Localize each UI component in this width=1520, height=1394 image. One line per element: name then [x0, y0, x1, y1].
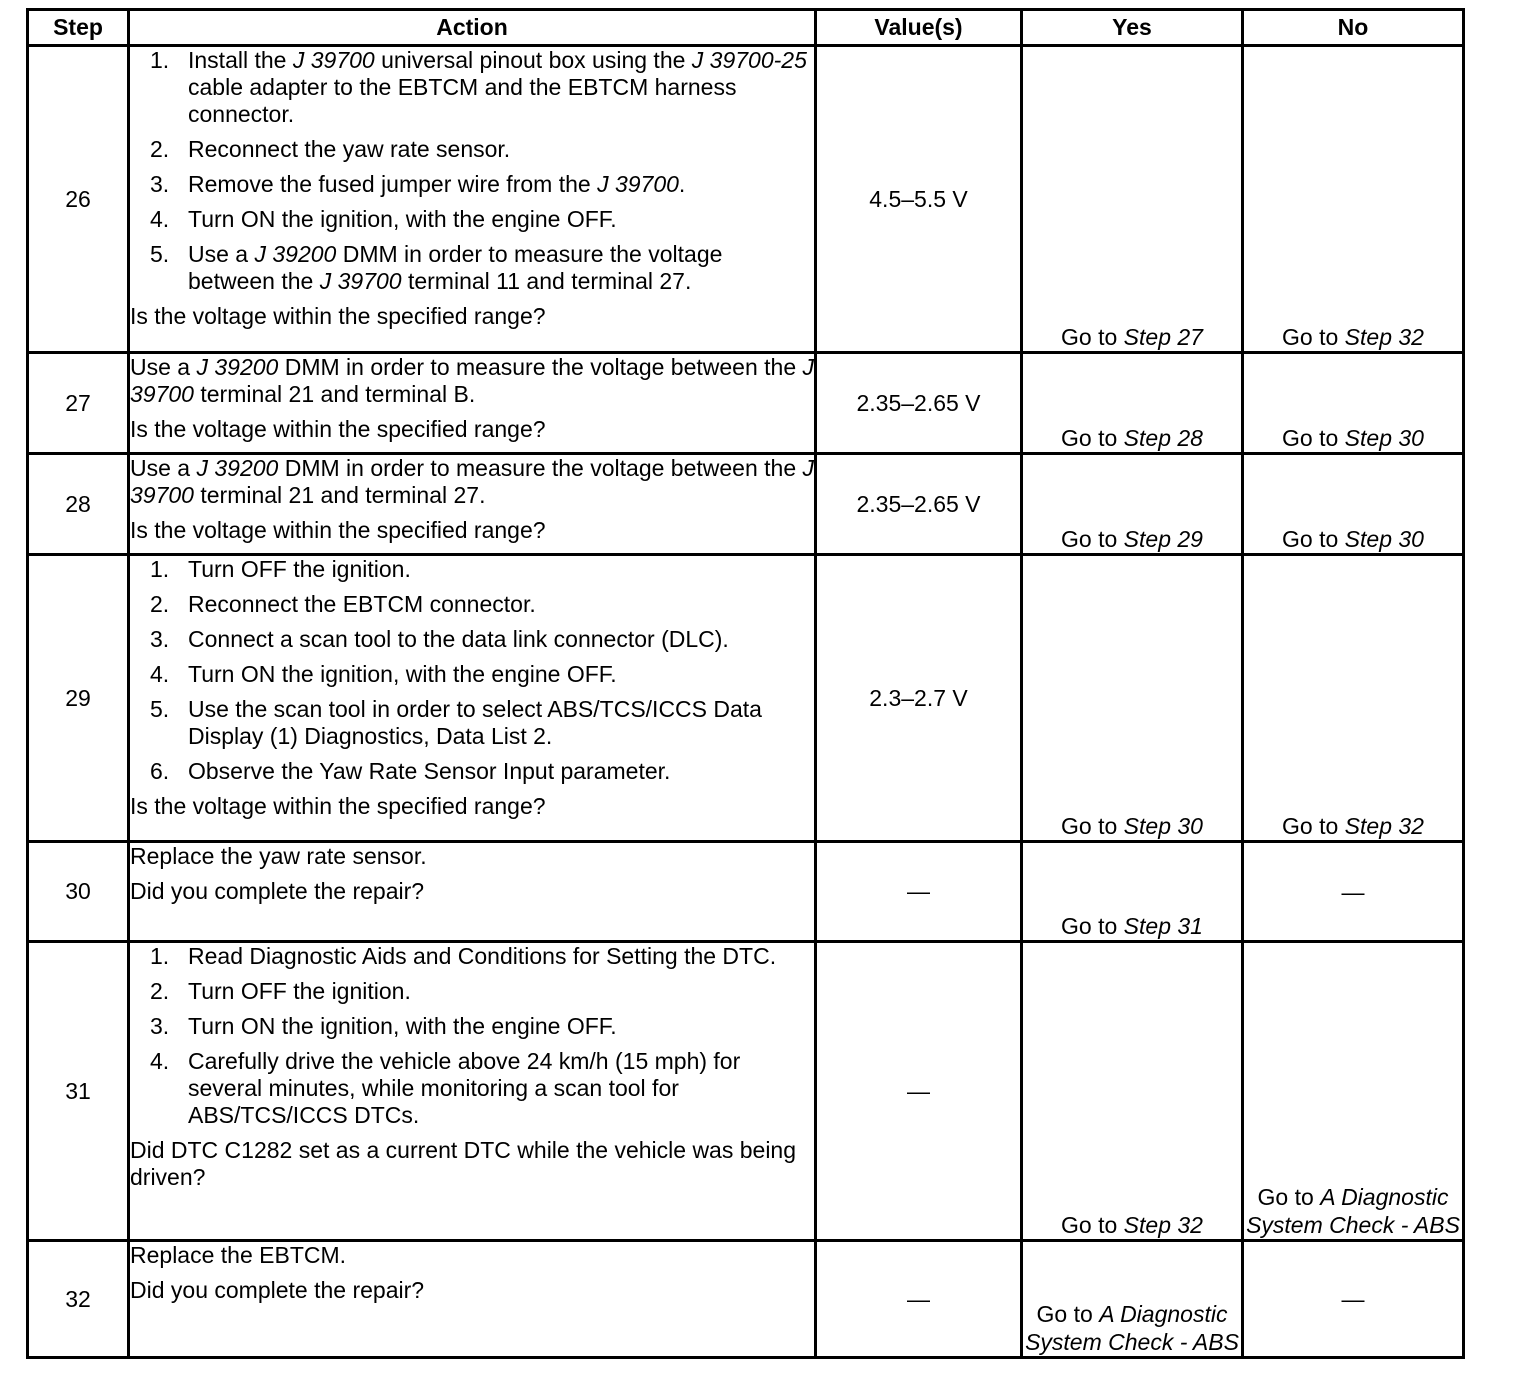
- action-cell: [129, 555, 816, 842]
- action-step: 1. Read Diagnostic Aids and Conditions for Setting the DTC.: [150, 943, 777, 969]
- step-index: 2.: [150, 591, 170, 617]
- action-question: Is the voltage within the specified range?: [130, 793, 546, 819]
- no-cell: —: [1243, 1241, 1464, 1358]
- action-step: 2. Turn OFF the ignition.: [150, 978, 411, 1004]
- step-index: 1.: [150, 556, 170, 582]
- table-row: [28, 46, 1464, 353]
- step-index: 1.: [150, 47, 170, 73]
- action-question: Did you complete the repair?: [130, 1277, 425, 1303]
- action-step: 5. Use a J 39200 DMM in order to measure the voltage between the J 39700 terminal 11 and terminal 27.: [150, 241, 723, 294]
- value-cell: 2.35–2.65 V: [816, 454, 1022, 555]
- italic-ref: Step 31: [1123, 913, 1203, 939]
- value-cell: —: [816, 942, 1022, 1241]
- yes-cell: Go to Step 27: [1022, 46, 1243, 353]
- italic-ref: A Diagnostic System Check - ABS: [1025, 1301, 1239, 1355]
- header-row: [28, 10, 1464, 46]
- italic-ref: J 39700-25: [691, 47, 807, 73]
- italic-ref: J 39700: [597, 171, 679, 197]
- step-number: 28: [28, 454, 129, 555]
- table-row: [28, 1241, 1464, 1358]
- italic-ref: Step 29: [1123, 526, 1203, 552]
- yes-cell: Go to Step 28: [1022, 353, 1243, 454]
- header-step: Step: [28, 10, 129, 46]
- value-cell: —: [816, 842, 1022, 942]
- action-step: 2. Reconnect the EBTCM connector.: [150, 591, 536, 617]
- step-index: 5.: [150, 241, 170, 267]
- yes-cell: Go to Step 30: [1022, 555, 1243, 842]
- action-step: 4. Turn ON the ignition, with the engine OFF.: [150, 661, 617, 687]
- italic-ref: Step 28: [1123, 425, 1203, 451]
- action-step: 1. Turn OFF the ignition.: [150, 556, 411, 582]
- italic-ref: J 39700: [130, 455, 815, 508]
- table-row: [28, 454, 1464, 555]
- table-body: [28, 46, 1464, 1358]
- table-row: [28, 842, 1464, 942]
- italic-ref: Step 30: [1344, 526, 1424, 552]
- action-cell: [129, 1241, 816, 1358]
- italic-ref: Step 32: [1123, 1212, 1203, 1238]
- no-cell: Go to A Diagnostic System Check - ABS: [1243, 942, 1464, 1241]
- no-cell: Go to Step 30: [1243, 454, 1464, 555]
- action-step: 6. Observe the Yaw Rate Sensor Input parameter.: [150, 758, 671, 784]
- step-index: 3.: [150, 626, 170, 652]
- action-text: Replace the EBTCM.: [130, 1242, 347, 1268]
- italic-ref: J 39200: [196, 455, 279, 481]
- action-step: 3. Turn ON the ignition, with the engine OFF.: [150, 1013, 617, 1039]
- italic-ref: J 39700: [130, 354, 815, 407]
- italic-ref: Step 32: [1344, 324, 1424, 350]
- italic-ref: Step 27: [1123, 324, 1203, 350]
- step-index: 4.: [150, 206, 170, 232]
- step-index: 3.: [150, 1013, 170, 1039]
- italic-ref: J 39200: [196, 354, 279, 380]
- italic-ref: J 39200: [254, 241, 337, 267]
- no-cell: Go to Step 30: [1243, 353, 1464, 454]
- action-question: Is the voltage within the specified range?: [130, 517, 546, 543]
- step-number: 27: [28, 353, 129, 454]
- header-action: Action: [129, 10, 816, 46]
- action-cell: [129, 46, 816, 353]
- italic-ref: J 39700: [292, 47, 375, 73]
- action-step: 2. Reconnect the yaw rate sensor.: [150, 136, 511, 162]
- yes-cell: Go to A Diagnostic System Check - ABS: [1022, 1241, 1243, 1358]
- value-cell: 4.5–5.5 V: [816, 46, 1022, 353]
- action-question: Is the voltage within the specified range?: [130, 303, 546, 329]
- action-cell: [129, 842, 816, 942]
- italic-ref: A Diagnostic System Check - ABS: [1246, 1184, 1460, 1238]
- step-index: 6.: [150, 758, 170, 784]
- step-index: 4.: [150, 661, 170, 687]
- italic-ref: Step 30: [1123, 813, 1203, 839]
- step-number: 29: [28, 555, 129, 842]
- header-values: Value(s): [816, 10, 1022, 46]
- value-cell: 2.3–2.7 V: [816, 555, 1022, 842]
- yes-cell: Go to Step 29: [1022, 454, 1243, 555]
- italic-ref: J 39700: [319, 268, 402, 294]
- action-text: Replace the yaw rate sensor.: [130, 843, 427, 869]
- action-steps: [130, 556, 814, 785]
- header-yes: Yes: [1022, 10, 1243, 46]
- italic-ref: Step 30: [1344, 425, 1424, 451]
- action-question: Did you complete the repair?: [130, 878, 425, 904]
- yes-cell: Go to Step 32: [1022, 942, 1243, 1241]
- step-index: 5.: [150, 696, 170, 722]
- step-number: 26: [28, 46, 129, 353]
- step-index: 2.: [150, 978, 170, 1004]
- action-cell: [129, 353, 816, 454]
- table-row: [28, 555, 1464, 842]
- action-step: 3. Remove the fused jumper wire from the J 39700.: [150, 171, 686, 197]
- step-number: 32: [28, 1241, 129, 1358]
- action-question: Is the voltage within the specified range?: [130, 416, 546, 442]
- step-number: 31: [28, 942, 129, 1241]
- action-text: Use a J 39200 DMM in order to measure the voltage between the J 39700 terminal 21 and terminal B.: [130, 354, 815, 407]
- value-cell: —: [816, 1241, 1022, 1358]
- step-index: 3.: [150, 171, 170, 197]
- action-cell: [129, 942, 816, 1241]
- diagnostic-table: [26, 8, 1465, 1359]
- action-step: 1. Install the J 39700 universal pinout box using the J 39700-25 cable adapter to the EBTCM and the EBTCM harness connector.: [150, 47, 807, 127]
- step-index: 4.: [150, 1048, 170, 1074]
- action-steps: [130, 47, 814, 295]
- no-cell: Go to Step 32: [1243, 555, 1464, 842]
- action-step: 3. Connect a scan tool to the data link connector (DLC).: [150, 626, 729, 652]
- yes-cell: Go to Step 31: [1022, 842, 1243, 942]
- action-steps: [130, 943, 814, 1129]
- action-step: 5. Use the scan tool in order to select ABS/TCS/ICCS Data Display (1) Diagnostics, Data List 2.: [150, 696, 762, 749]
- action-cell: [129, 454, 816, 555]
- table-row: [28, 353, 1464, 454]
- header-no: No: [1243, 10, 1464, 46]
- step-index: 2.: [150, 136, 170, 162]
- table-row: [28, 942, 1464, 1241]
- value-cell: 2.35–2.65 V: [816, 353, 1022, 454]
- action-step: 4. Carefully drive the vehicle above 24 km/h (15 mph) for several minutes, while monitoring a scan tool for ABS/TCS/ICCS DTCs.: [150, 1048, 741, 1128]
- action-step: 4. Turn ON the ignition, with the engine OFF.: [150, 206, 617, 232]
- action-question: Did DTC C1282 set as a current DTC while the vehicle was being driven?: [130, 1137, 797, 1190]
- action-text: Use a J 39200 DMM in order to measure the voltage between the J 39700 terminal 21 and terminal 27.: [130, 455, 815, 508]
- italic-ref: Step 32: [1344, 813, 1424, 839]
- step-number: 30: [28, 842, 129, 942]
- step-index: 1.: [150, 943, 170, 969]
- no-cell: —: [1243, 842, 1464, 942]
- no-cell: Go to Step 32: [1243, 46, 1464, 353]
